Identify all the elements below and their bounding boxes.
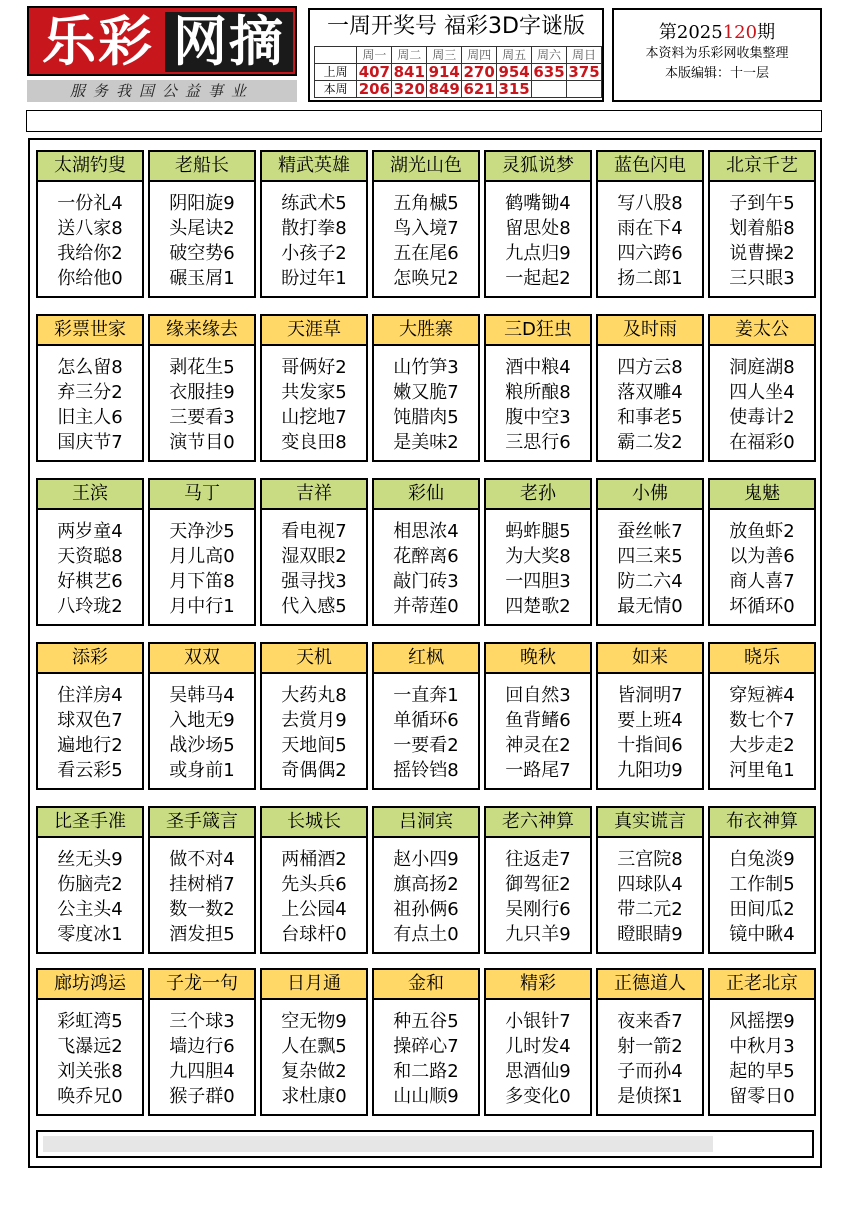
riddle-card-title: 长城长 [262, 808, 366, 838]
riddle-line: 有点土0 [393, 924, 459, 945]
riddle-card [148, 150, 256, 298]
riddle-line: 山竹笋3 [393, 357, 459, 378]
issue-info-box [612, 8, 822, 102]
riddle-line: 数七个7 [729, 710, 795, 731]
riddle-line: 小孩子2 [281, 243, 347, 264]
riddle-line: 破空势6 [169, 243, 235, 264]
riddle-card [484, 314, 592, 462]
draw-number: 954 [498, 63, 530, 81]
riddle-line: 战沙场5 [169, 735, 235, 756]
draw-number: 914 [428, 63, 460, 81]
riddle-card [484, 478, 592, 626]
draw-number: 841 [393, 63, 425, 81]
riddle-line: 吴韩马4 [169, 685, 235, 706]
this-week-label: 本周 [315, 81, 357, 98]
riddle-card [708, 150, 816, 298]
riddle-card-title: 圣手箴言 [150, 808, 254, 838]
riddle-line: 四三来5 [617, 546, 683, 567]
riddle-line: 和二路2 [393, 1061, 459, 1082]
riddle-line: 以为善6 [729, 546, 795, 567]
last-week-row [315, 64, 602, 81]
riddle-line: 是侦探1 [617, 1086, 683, 1107]
riddle-line: 思酒仙9 [505, 1061, 571, 1082]
riddle-card [708, 642, 816, 790]
riddle-line: 一要看2 [393, 735, 459, 756]
riddle-line: 风摇摆9 [729, 1011, 795, 1032]
riddle-line: 五角槭5 [393, 193, 459, 214]
riddle-line: 单循环6 [393, 710, 459, 731]
riddle-card [36, 968, 144, 1116]
riddle-line: 一路尾7 [505, 760, 571, 781]
riddle-card-title: 姜太公 [710, 316, 814, 346]
logo-text-part2: 网摘 [165, 12, 293, 72]
issue-title [614, 22, 820, 44]
riddle-line: 四六跨6 [617, 243, 683, 264]
draw-number: 320 [393, 80, 425, 98]
riddle-line: 防二六4 [617, 571, 683, 592]
riddle-line: 三只眼3 [729, 268, 795, 289]
riddle-card-title: 老孙 [486, 480, 590, 510]
riddle-card [484, 806, 592, 954]
footer-bar [36, 1130, 814, 1158]
riddle-line: 伤脑壳2 [57, 874, 123, 895]
riddle-line: 为大奖8 [505, 546, 571, 567]
this-week-row [315, 81, 602, 98]
riddle-card-title: 精武英雄 [262, 152, 366, 182]
riddle-card [372, 150, 480, 298]
riddle-line: 月下笛8 [169, 571, 235, 592]
riddle-card-title: 三D狂虫 [486, 316, 590, 346]
riddle-line: 小银针7 [505, 1011, 571, 1032]
riddle-line: 带二元2 [617, 899, 683, 920]
riddle-card-title: 鬼魅 [710, 480, 814, 510]
riddle-card-title: 金和 [374, 970, 478, 1000]
editor-note: 本版编辑：十一层 [664, 66, 769, 81]
riddle-line: 镜中瞅4 [729, 924, 795, 945]
riddle-line: 衣服挂9 [169, 382, 235, 403]
riddle-line: 落双雕4 [617, 382, 683, 403]
riddle-card-title: 彩仙 [374, 480, 478, 510]
riddle-line: 数一数2 [169, 899, 235, 920]
riddle-card-title: 天机 [262, 644, 366, 674]
riddle-line: 种五谷5 [393, 1011, 459, 1032]
issue-suffix: 期 [757, 22, 776, 43]
riddle-line: 粮所酿8 [505, 382, 571, 403]
riddle-card-title: 子龙一句 [150, 970, 254, 1000]
riddle-line: 剥花生5 [169, 357, 235, 378]
riddle-card-title: 缘来缘去 [150, 316, 254, 346]
riddle-line: 赵小四9 [393, 849, 459, 870]
riddle-line: 丝无头9 [57, 849, 123, 870]
riddle-card [596, 806, 704, 954]
riddle-card-title: 小佛 [598, 480, 702, 510]
riddle-line: 最无情0 [617, 596, 683, 617]
riddle-card-title: 正德道人 [598, 970, 702, 1000]
riddle-line: 共发家5 [281, 382, 347, 403]
riddle-line: 飞瀑远2 [57, 1036, 123, 1057]
riddle-card-title: 真实谎言 [598, 808, 702, 838]
riddle-line: 九只羊9 [505, 924, 571, 945]
riddle-card [708, 478, 816, 626]
riddle-line: 四楚歌2 [505, 596, 571, 617]
draw-number: 375 [568, 63, 600, 81]
riddle-line: 阴阳旋9 [169, 193, 235, 214]
riddle-line: 使毒计2 [729, 407, 795, 428]
corner-cell [315, 47, 357, 64]
riddle-line: 三思行6 [505, 432, 571, 453]
riddle-line: 儿时发4 [505, 1036, 571, 1057]
riddle-line: 两桶酒2 [281, 849, 347, 870]
riddle-line: 瞪眼睛9 [617, 924, 683, 945]
riddle-line: 御驾征2 [505, 874, 571, 895]
riddle-card-title: 比圣手准 [38, 808, 142, 838]
riddle-card [708, 806, 816, 954]
riddle-line: 墙边行6 [169, 1036, 235, 1057]
issue-number: 120 [722, 22, 758, 43]
riddle-line: 求杜康0 [281, 1086, 347, 1107]
riddle-line: 鱼背鳍6 [505, 710, 571, 731]
riddle-card [36, 478, 144, 626]
riddle-line: 八玲珑2 [57, 596, 123, 617]
riddle-line: 天地间5 [281, 735, 347, 756]
riddle-line: 头尾诀2 [169, 218, 235, 239]
riddle-line: 月儿高0 [169, 546, 235, 567]
riddle-line: 五在尾6 [393, 243, 459, 264]
riddle-line: 空无物9 [281, 1011, 347, 1032]
riddle-line: 扬二郎1 [617, 268, 683, 289]
riddle-line: 写八股8 [617, 193, 683, 214]
riddle-line: 公主头4 [57, 899, 123, 920]
weekday-label: 周二 [392, 47, 427, 64]
draw-number: 315 [498, 80, 530, 98]
riddle-line: 并蒂莲0 [393, 596, 459, 617]
riddle-line: 摇铃铛8 [393, 760, 459, 781]
riddle-line: 酒发担5 [169, 924, 235, 945]
riddle-card [260, 314, 368, 462]
riddle-card [260, 478, 368, 626]
riddle-line: 田间瓜2 [729, 899, 795, 920]
riddle-line: 一直奔1 [393, 685, 459, 706]
riddle-line: 洞庭湖8 [729, 357, 795, 378]
riddle-line: 和事老5 [617, 407, 683, 428]
riddle-card-title: 蓝色闪电 [598, 152, 702, 182]
riddle-card [484, 150, 592, 298]
riddle-card-title: 马丁 [150, 480, 254, 510]
riddle-line: 散打拳8 [281, 218, 347, 239]
logo-text-part1: 乐彩 [42, 10, 154, 73]
riddle-card [372, 642, 480, 790]
draw-number: 635 [533, 63, 565, 81]
riddle-line: 球双色7 [57, 710, 123, 731]
riddle-line: 湿双眼2 [281, 546, 347, 567]
riddle-card-title: 天涯草 [262, 316, 366, 346]
riddle-line: 嫩又脆7 [393, 382, 459, 403]
riddle-line: 九阳功9 [617, 760, 683, 781]
riddle-card [372, 806, 480, 954]
riddle-line: 台球杆0 [281, 924, 347, 945]
riddle-line: 三宫院8 [617, 849, 683, 870]
draw-number: 206 [358, 80, 390, 98]
weekday-label: 周一 [357, 47, 392, 64]
riddle-line: 九四胆4 [169, 1061, 235, 1082]
riddle-line: 唤乔兄0 [57, 1086, 123, 1107]
riddle-line: 酒中粮4 [505, 357, 571, 378]
riddle-line: 上公园4 [281, 899, 347, 920]
riddle-card [260, 806, 368, 954]
riddle-line: 入地无9 [169, 710, 235, 731]
riddle-line: 吴刚行6 [505, 899, 571, 920]
riddle-card [596, 150, 704, 298]
weekday-label: 周三 [427, 47, 462, 64]
riddle-card-title: 双双 [150, 644, 254, 674]
riddle-line: 鹤嘴锄4 [505, 193, 571, 214]
riddle-line: 四球队4 [617, 874, 683, 895]
riddle-line: 饨腊肉5 [393, 407, 459, 428]
weekday-label: 周五 [497, 47, 532, 64]
weekday-label: 周六 [532, 47, 567, 64]
blank-banner [26, 110, 822, 132]
riddle-line: 神灵在2 [505, 735, 571, 756]
riddle-line: 三个球3 [169, 1011, 235, 1032]
riddle-card-title: 及时雨 [598, 316, 702, 346]
riddle-card [260, 150, 368, 298]
riddle-line: 操碎心7 [393, 1036, 459, 1057]
riddle-card-title: 北京千艺 [710, 152, 814, 182]
riddle-card-title: 彩票世家 [38, 316, 142, 346]
weekly-draw-table [314, 46, 602, 98]
riddle-line: 山挖地7 [281, 407, 347, 428]
riddle-line: 在福彩0 [729, 432, 795, 453]
riddle-card [596, 642, 704, 790]
riddle-card [484, 642, 592, 790]
riddle-card [372, 968, 480, 1116]
riddle-line: 商人喜7 [729, 571, 795, 592]
riddle-card-title: 布衣神算 [710, 808, 814, 838]
riddle-line: 怎唤兄2 [393, 268, 459, 289]
riddle-line: 四方云8 [617, 357, 683, 378]
riddle-line: 一份礼4 [57, 193, 123, 214]
riddle-line: 白兔淡9 [729, 849, 795, 870]
riddle-line: 猴子群0 [169, 1086, 235, 1107]
riddle-card-title: 精彩 [486, 970, 590, 1000]
draw-number [532, 81, 567, 98]
riddle-card-title: 灵狐说梦 [486, 152, 590, 182]
riddle-card [596, 314, 704, 462]
riddle-line: 国庆节7 [57, 432, 123, 453]
riddle-card-title: 老六神算 [486, 808, 590, 838]
riddle-line: 鸟入境7 [393, 218, 459, 239]
riddle-card-title: 晚秋 [486, 644, 590, 674]
riddle-card [148, 806, 256, 954]
riddle-card-title: 正老北京 [710, 970, 814, 1000]
riddle-card-title: 日月通 [262, 970, 366, 1000]
riddle-line: 敲门砖3 [393, 571, 459, 592]
riddle-card [484, 968, 592, 1116]
riddle-line: 代入感5 [281, 596, 347, 617]
riddle-line: 是美味2 [393, 432, 459, 453]
riddle-line: 你给他0 [57, 268, 123, 289]
riddle-card-title: 吉祥 [262, 480, 366, 510]
riddle-line: 相思浓4 [393, 521, 459, 542]
riddle-line: 划着船8 [729, 218, 795, 239]
riddle-card [372, 478, 480, 626]
riddle-line: 人在飘5 [281, 1036, 347, 1057]
riddle-line: 怎么留8 [57, 357, 123, 378]
riddle-card [36, 314, 144, 462]
riddle-line: 回自然3 [505, 685, 571, 706]
riddle-card [708, 968, 816, 1116]
riddle-card [596, 968, 704, 1116]
weekday-label: 周日 [567, 47, 602, 64]
weekday-row [315, 47, 602, 64]
riddle-line: 花醉离6 [393, 546, 459, 567]
riddle-line: 彩虹湾5 [57, 1011, 123, 1032]
riddle-line: 变良田8 [281, 432, 347, 453]
riddle-line: 一起起2 [505, 268, 571, 289]
riddle-line: 送八家8 [57, 218, 123, 239]
logo [27, 6, 297, 102]
riddle-line: 奇偶偶2 [281, 760, 347, 781]
riddle-line: 或身前1 [169, 760, 235, 781]
riddle-line: 遍地行2 [57, 735, 123, 756]
riddle-card-title: 湖光山色 [374, 152, 478, 182]
riddle-line: 夜来香7 [617, 1011, 683, 1032]
riddle-line: 天资聪8 [57, 546, 123, 567]
riddle-card [36, 150, 144, 298]
riddle-line: 盼过年1 [281, 268, 347, 289]
riddle-line: 旧主人6 [57, 407, 123, 428]
riddle-card [708, 314, 816, 462]
riddle-line: 看云彩5 [57, 760, 123, 781]
riddle-line: 我给你2 [57, 243, 123, 264]
draw-number: 270 [463, 63, 495, 81]
riddle-line: 穿短裤4 [729, 685, 795, 706]
riddle-line: 一四胆3 [505, 571, 571, 592]
riddle-card [148, 314, 256, 462]
riddle-line: 起的早5 [729, 1061, 795, 1082]
riddle-line: 演节目0 [169, 432, 235, 453]
riddle-line: 天净沙5 [169, 521, 235, 542]
riddle-line: 大步走2 [729, 735, 795, 756]
riddle-line: 零度冰1 [57, 924, 123, 945]
riddle-line: 工作制5 [729, 874, 795, 895]
riddle-line: 多变化0 [505, 1086, 571, 1107]
riddle-line: 四人坐4 [729, 382, 795, 403]
riddle-line: 弃三分2 [57, 382, 123, 403]
riddle-card-title: 晓乐 [710, 644, 814, 674]
riddle-card [148, 478, 256, 626]
riddle-line: 旗高扬2 [393, 874, 459, 895]
riddle-line: 月中行1 [169, 596, 235, 617]
riddle-line: 中秋月3 [729, 1036, 795, 1057]
riddle-line: 说曹操2 [729, 243, 795, 264]
riddle-line: 往返走7 [505, 849, 571, 870]
riddle-line: 碾玉屑1 [169, 268, 235, 289]
issue-prefix: 第2025 [658, 22, 723, 43]
riddle-line: 射一箭2 [617, 1036, 683, 1057]
draw-number: 407 [358, 63, 390, 81]
draw-number [567, 81, 602, 98]
riddle-line: 坏循环0 [729, 596, 795, 617]
riddle-line: 练武术5 [281, 193, 347, 214]
riddle-line: 留思处8 [505, 218, 571, 239]
riddle-card-title: 添彩 [38, 644, 142, 674]
riddle-card-title: 大胜寨 [374, 316, 478, 346]
riddle-line: 山山顺9 [393, 1086, 459, 1107]
last-week-label: 上周 [315, 64, 357, 81]
riddle-line: 做不对4 [169, 849, 235, 870]
riddle-card [148, 642, 256, 790]
riddle-line: 先头兵6 [281, 874, 347, 895]
riddle-card-title: 太湖钓叟 [38, 152, 142, 182]
riddle-line: 十指间6 [617, 735, 683, 756]
riddle-line: 两岁童4 [57, 521, 123, 542]
riddle-line: 放鱼虾2 [729, 521, 795, 542]
riddle-line: 刘关张8 [57, 1061, 123, 1082]
riddle-line: 蚂蚱腿5 [505, 521, 571, 542]
weekly-draw-title: 一周开奖号 福彩3D字谜版 [327, 14, 585, 39]
riddle-line: 住洋房4 [57, 685, 123, 706]
riddle-line: 子到午5 [729, 193, 795, 214]
riddle-line: 祖孙俩6 [393, 899, 459, 920]
riddle-card [596, 478, 704, 626]
riddle-line: 好棋艺6 [57, 571, 123, 592]
riddle-line: 大药丸8 [281, 685, 347, 706]
draw-number: 621 [463, 80, 495, 98]
footer-bar-fill [43, 1136, 713, 1152]
riddle-line: 三要看3 [169, 407, 235, 428]
riddle-line: 哥俩好2 [281, 357, 347, 378]
riddle-card-title: 老船长 [150, 152, 254, 182]
riddle-card-title: 廊坊鸿运 [38, 970, 142, 1000]
riddle-line: 留零日0 [729, 1086, 795, 1107]
riddle-line: 子而孙4 [617, 1061, 683, 1082]
source-note: 本资料为乐彩网收集整理 [645, 46, 789, 61]
riddle-card [372, 314, 480, 462]
riddle-card-title: 红枫 [374, 644, 478, 674]
weekly-draw-box [308, 8, 604, 102]
riddle-card [36, 806, 144, 954]
slogan: 服务我国公益事业 [27, 80, 297, 102]
weekday-label: 周四 [462, 47, 497, 64]
riddle-line: 霸二发2 [617, 432, 683, 453]
riddle-card [260, 642, 368, 790]
draw-number: 849 [428, 80, 460, 98]
logo-banner [27, 6, 297, 76]
riddle-card-title: 王滨 [38, 480, 142, 510]
riddle-card [36, 642, 144, 790]
riddle-line: 河里龟1 [729, 760, 795, 781]
riddle-line: 腹中空3 [505, 407, 571, 428]
riddle-line: 看电视7 [281, 521, 347, 542]
riddle-line: 强寻找3 [281, 571, 347, 592]
riddle-line: 要上班4 [617, 710, 683, 731]
riddle-line: 挂树梢7 [169, 874, 235, 895]
riddle-card [148, 968, 256, 1116]
riddle-line: 雨在下4 [617, 218, 683, 239]
riddle-line: 九点归9 [505, 243, 571, 264]
riddle-card [260, 968, 368, 1116]
riddle-line: 复杂做2 [281, 1061, 347, 1082]
riddle-line: 蚕丝帐7 [617, 521, 683, 542]
riddle-line: 皆洞明7 [617, 685, 683, 706]
riddle-card-title: 如来 [598, 644, 702, 674]
riddle-card-title: 吕洞宾 [374, 808, 478, 838]
riddle-line: 去赏月9 [281, 710, 347, 731]
